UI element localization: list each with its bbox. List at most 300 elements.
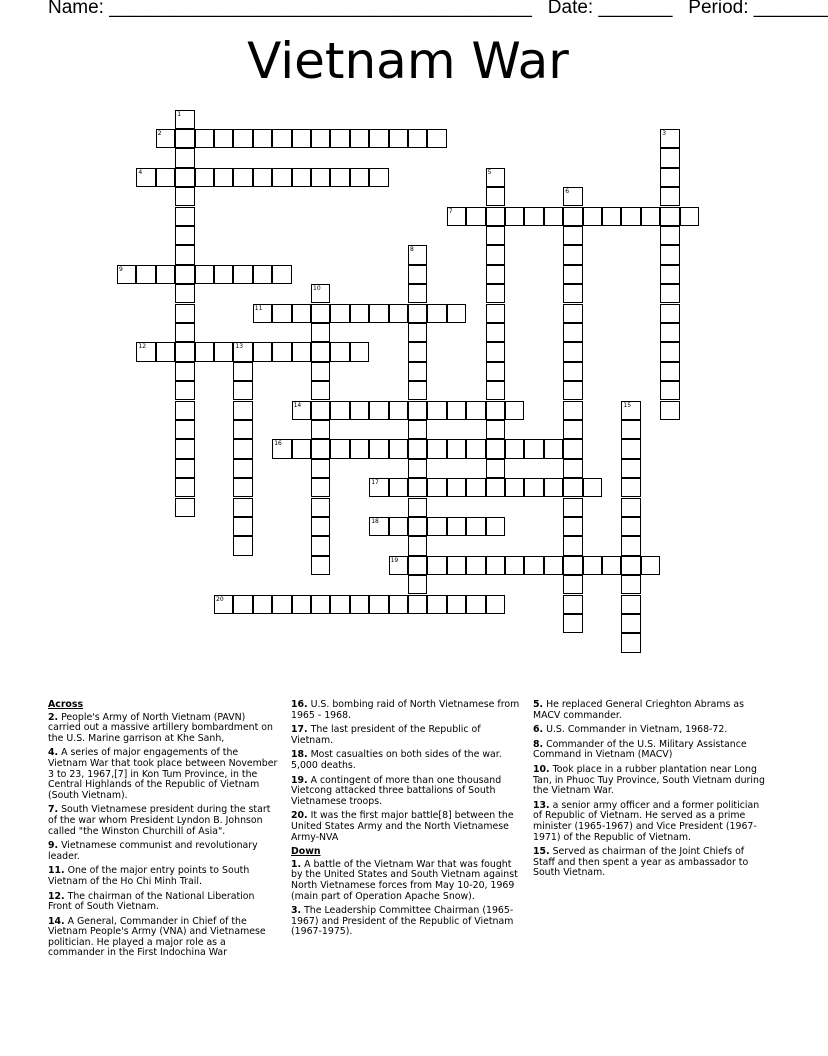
clue-number: 3 (662, 129, 667, 137)
grid-cell[interactable] (447, 304, 466, 323)
grid-cell[interactable] (447, 595, 466, 614)
grid-cell[interactable] (563, 614, 582, 633)
down-clue-list (291, 860, 523, 938)
clue-text: It was the first major battle[8] between the United States Army and the North Vietnamese Army-NVA (291, 810, 514, 843)
grid-cell[interactable] (602, 556, 621, 575)
grid-cell[interactable] (175, 110, 194, 129)
down-heading: Down (291, 846, 321, 858)
clue-number: 1 (177, 110, 182, 118)
grid-cell[interactable] (660, 245, 679, 264)
grid-cell[interactable] (350, 168, 369, 187)
grid-cell[interactable] (369, 304, 388, 323)
grid-cell[interactable] (330, 595, 349, 614)
grid-cell[interactable] (292, 168, 311, 187)
grid-cell[interactable] (233, 381, 252, 400)
grid-cell[interactable] (408, 517, 427, 536)
grid-cell[interactable] (311, 362, 330, 381)
grid-cell[interactable] (660, 265, 679, 284)
grid-cell[interactable] (563, 401, 582, 420)
grid-cell[interactable] (427, 517, 446, 536)
grid-cell[interactable] (175, 459, 194, 478)
grid-cell[interactable] (621, 420, 640, 439)
grid-cell[interactable] (253, 342, 272, 361)
grid-cell[interactable] (253, 265, 272, 284)
grid-cell[interactable] (272, 439, 291, 458)
grid-cell[interactable] (447, 207, 466, 226)
grid-cell[interactable] (233, 536, 252, 555)
grid-cell[interactable] (660, 187, 679, 206)
grid-cell[interactable] (389, 401, 408, 420)
grid-cell[interactable] (563, 575, 582, 594)
grid-cell[interactable] (427, 129, 446, 148)
grid-cell[interactable] (486, 595, 505, 614)
grid-cell[interactable] (233, 129, 252, 148)
clue-number: 20 (216, 595, 224, 603)
grid-cell[interactable] (447, 517, 466, 536)
grid-cell[interactable] (486, 207, 505, 226)
grid-cell[interactable] (660, 362, 679, 381)
period-label: Period: (688, 0, 749, 18)
grid-cell[interactable] (253, 304, 272, 323)
clue-item (533, 725, 765, 736)
grid-cell[interactable] (408, 401, 427, 420)
grid-cell[interactable] (311, 401, 330, 420)
grid-cell[interactable] (621, 401, 640, 420)
grid-cell[interactable] (544, 207, 563, 226)
grid-cell[interactable] (408, 265, 427, 284)
grid-cell[interactable] (660, 304, 679, 323)
grid-cell[interactable] (563, 245, 582, 264)
grid-cell[interactable] (195, 129, 214, 148)
clues-column-3 (533, 700, 765, 883)
grid-cell[interactable] (621, 478, 640, 497)
grid-cell[interactable] (544, 478, 563, 497)
clue-text: A contingent of more than one thousand Vietcong attacked three battalions of South Vietnamese troops. (291, 774, 502, 807)
grid-cell[interactable] (563, 536, 582, 555)
grid-cell[interactable] (563, 498, 582, 517)
grid-cell[interactable] (505, 401, 524, 420)
grid-cell[interactable] (292, 595, 311, 614)
grid-cell[interactable] (214, 595, 233, 614)
grid-cell[interactable] (583, 556, 602, 575)
grid-cell[interactable] (175, 498, 194, 517)
grid-cell[interactable] (175, 226, 194, 245)
grid-cell[interactable] (136, 168, 155, 187)
grid-cell[interactable] (369, 595, 388, 614)
grid-cell[interactable] (311, 129, 330, 148)
grid-cell[interactable] (505, 556, 524, 575)
grid-cell[interactable] (175, 265, 194, 284)
grid-cell[interactable] (311, 556, 330, 575)
grid-cell[interactable] (563, 323, 582, 342)
grid-cell[interactable] (486, 342, 505, 361)
grid-cell[interactable] (233, 517, 252, 536)
grid-cell[interactable] (175, 439, 194, 458)
grid-cell[interactable] (350, 129, 369, 148)
grid-cell[interactable] (466, 478, 485, 497)
clue-item (533, 700, 765, 721)
grid-cell[interactable] (583, 478, 602, 497)
grid-cell[interactable] (330, 129, 349, 148)
grid-cell[interactable] (311, 381, 330, 400)
grid-cell[interactable] (408, 439, 427, 458)
grid-cell[interactable] (563, 226, 582, 245)
grid-cell[interactable] (408, 420, 427, 439)
grid-cell[interactable] (563, 304, 582, 323)
grid-cell[interactable] (466, 207, 485, 226)
grid-cell[interactable] (427, 556, 446, 575)
grid-cell[interactable] (330, 342, 349, 361)
period-blank[interactable]: _______ (753, 0, 828, 18)
grid-cell[interactable] (563, 478, 582, 497)
grid-cell[interactable] (350, 401, 369, 420)
grid-cell[interactable] (447, 478, 466, 497)
clue-item (533, 740, 765, 761)
grid-cell[interactable] (486, 284, 505, 303)
grid-cell[interactable] (660, 129, 679, 148)
grid-cell[interactable] (660, 342, 679, 361)
grid-cell[interactable] (544, 556, 563, 575)
grid-cell[interactable] (563, 381, 582, 400)
grid-cell[interactable] (175, 148, 194, 167)
grid-cell[interactable] (427, 595, 446, 614)
grid-cell[interactable] (233, 498, 252, 517)
grid-cell[interactable] (563, 265, 582, 284)
grid-cell[interactable] (175, 420, 194, 439)
grid-cell[interactable] (175, 129, 194, 148)
grid-cell[interactable] (583, 207, 602, 226)
grid-cell[interactable] (486, 459, 505, 478)
grid-cell[interactable] (292, 439, 311, 458)
clue-text: One of the major entry points to South Vietnam of the Ho Chi Minh Trail. (48, 865, 250, 887)
grid-cell[interactable] (369, 168, 388, 187)
grid-cell[interactable] (408, 556, 427, 575)
grid-cell[interactable] (408, 362, 427, 381)
grid-cell[interactable] (621, 595, 640, 614)
grid-cell[interactable] (486, 226, 505, 245)
grid-cell[interactable] (311, 498, 330, 517)
grid-cell[interactable] (621, 498, 640, 517)
grid-cell[interactable] (175, 245, 194, 264)
clue-number-label: 12. (48, 890, 65, 902)
grid-cell[interactable] (660, 284, 679, 303)
grid-cell[interactable] (486, 420, 505, 439)
grid-cell[interactable] (486, 245, 505, 264)
grid-cell[interactable] (233, 595, 252, 614)
grid-cell[interactable] (660, 323, 679, 342)
grid-cell[interactable] (408, 304, 427, 323)
grid-cell[interactable] (408, 498, 427, 517)
grid-cell[interactable] (447, 439, 466, 458)
grid-cell[interactable] (175, 168, 194, 187)
grid-cell[interactable] (350, 595, 369, 614)
clue-number: 16 (274, 440, 282, 448)
grid-cell[interactable] (563, 342, 582, 361)
grid-cell[interactable] (641, 207, 660, 226)
grid-cell[interactable] (466, 517, 485, 536)
grid-cell[interactable] (175, 381, 194, 400)
grid-cell[interactable] (156, 168, 175, 187)
grid-cell[interactable] (466, 439, 485, 458)
grid-cell[interactable] (117, 265, 136, 284)
grid-cell[interactable] (253, 168, 272, 187)
grid-cell[interactable] (253, 595, 272, 614)
across-clue-list (48, 713, 280, 959)
grid-cell[interactable] (233, 168, 252, 187)
grid-cell[interactable] (563, 595, 582, 614)
grid-cell[interactable] (175, 207, 194, 226)
grid-cell[interactable] (621, 439, 640, 458)
grid-cell[interactable] (563, 284, 582, 303)
grid-cell[interactable] (486, 401, 505, 420)
grid-cell[interactable] (427, 304, 446, 323)
grid-cell[interactable] (408, 595, 427, 614)
grid-cell[interactable] (602, 207, 621, 226)
grid-cell[interactable] (175, 478, 194, 497)
grid-cell[interactable] (408, 284, 427, 303)
grid-cell[interactable] (447, 401, 466, 420)
grid-cell[interactable] (156, 265, 175, 284)
grid-cell[interactable] (524, 478, 543, 497)
grid-cell[interactable] (311, 478, 330, 497)
clues-column-1 (48, 700, 280, 963)
clue-number-label: 5. (533, 699, 544, 710)
grid-cell[interactable] (292, 129, 311, 148)
grid-cell[interactable] (408, 536, 427, 555)
grid-cell[interactable] (311, 168, 330, 187)
grid-cell[interactable] (486, 187, 505, 206)
grid-cell[interactable] (233, 420, 252, 439)
grid-cell[interactable] (311, 420, 330, 439)
grid-cell[interactable] (233, 459, 252, 478)
grid-cell[interactable] (195, 342, 214, 361)
grid-cell[interactable] (311, 517, 330, 536)
grid-cell[interactable] (641, 556, 660, 575)
grid-cell[interactable] (621, 556, 640, 575)
grid-cell[interactable] (408, 245, 427, 264)
grid-cell[interactable] (563, 362, 582, 381)
clue-text: The Leadership Committee Chairman (1965-1967) and President of the Republic of Vietnam (1967-1975). (291, 905, 514, 938)
clue-text: A series of major engagements of the Vietnam War that took place between November 3 to 23, 1967,[7] in Kon Tum Province, in the Central Highlands of the Republic of Vietnam (South Vietnam). (48, 747, 278, 801)
clue-number-label: 19. (291, 774, 308, 786)
grid-cell[interactable] (486, 304, 505, 323)
clue-number-label: 17. (291, 724, 308, 736)
grid-cell[interactable] (563, 459, 582, 478)
clue-item (533, 801, 765, 843)
grid-cell[interactable] (621, 575, 640, 594)
grid-cell[interactable] (505, 207, 524, 226)
grid-cell[interactable] (330, 168, 349, 187)
date-blank[interactable]: _______ (598, 0, 673, 18)
grid-cell[interactable] (544, 439, 563, 458)
grid-cell[interactable] (427, 401, 446, 420)
grid-cell[interactable] (563, 517, 582, 536)
grid-cell[interactable] (214, 342, 233, 361)
clue-text: U.S. bombing raid of North Vietnamese from 1965 - 1968. (291, 699, 520, 721)
clue-item (48, 748, 280, 801)
grid-cell[interactable] (486, 478, 505, 497)
grid-cell[interactable] (311, 459, 330, 478)
grid-cell[interactable] (563, 439, 582, 458)
clue-item (48, 866, 280, 887)
grid-cell[interactable] (408, 478, 427, 497)
grid-cell[interactable] (505, 478, 524, 497)
grid-cell[interactable] (621, 207, 640, 226)
grid-cell[interactable] (621, 459, 640, 478)
grid-cell[interactable] (330, 401, 349, 420)
grid-cell[interactable] (389, 556, 408, 575)
grid-cell[interactable] (389, 304, 408, 323)
grid-cell[interactable] (408, 459, 427, 478)
grid-cell[interactable] (272, 129, 291, 148)
grid-cell[interactable] (621, 614, 640, 633)
grid-cell[interactable] (311, 304, 330, 323)
grid-cell[interactable] (427, 439, 446, 458)
grid-cell[interactable] (524, 439, 543, 458)
grid-cell[interactable] (369, 517, 388, 536)
grid-cell[interactable] (272, 265, 291, 284)
grid-cell[interactable] (660, 381, 679, 400)
grid-cell[interactable] (175, 342, 194, 361)
grid-cell[interactable] (350, 304, 369, 323)
grid-cell[interactable] (389, 129, 408, 148)
grid-cell[interactable] (680, 207, 699, 226)
grid-cell[interactable] (408, 575, 427, 594)
grid-cell[interactable] (408, 129, 427, 148)
grid-cell[interactable] (311, 284, 330, 303)
grid-cell[interactable] (466, 556, 485, 575)
grid-cell[interactable] (660, 226, 679, 245)
grid-cell[interactable] (660, 401, 679, 420)
grid-cell[interactable] (524, 556, 543, 575)
grid-cell[interactable] (233, 478, 252, 497)
grid-cell[interactable] (214, 129, 233, 148)
grid-cell[interactable] (214, 168, 233, 187)
grid-cell[interactable] (156, 129, 175, 148)
grid-cell[interactable] (311, 595, 330, 614)
grid-cell[interactable] (350, 439, 369, 458)
name-blank[interactable]: ________________________________________ (109, 0, 532, 18)
grid-cell[interactable] (272, 595, 291, 614)
grid-cell[interactable] (369, 439, 388, 458)
grid-cell[interactable] (175, 187, 194, 206)
grid-cell[interactable] (369, 401, 388, 420)
grid-cell[interactable] (311, 536, 330, 555)
grid-cell[interactable] (156, 342, 175, 361)
grid-cell[interactable] (486, 556, 505, 575)
grid-cell[interactable] (330, 439, 349, 458)
grid-cell[interactable] (408, 381, 427, 400)
clue-number-label: 18. (291, 749, 308, 761)
grid-cell[interactable] (272, 304, 291, 323)
grid-cell[interactable] (563, 187, 582, 206)
grid-cell[interactable] (233, 265, 252, 284)
grid-cell[interactable] (486, 381, 505, 400)
grid-cell[interactable] (427, 478, 446, 497)
grid-cell[interactable] (233, 362, 252, 381)
grid-cell[interactable] (486, 323, 505, 342)
grid-cell[interactable] (175, 401, 194, 420)
grid-cell[interactable] (272, 342, 291, 361)
grid-cell[interactable] (311, 439, 330, 458)
grid-cell[interactable] (311, 342, 330, 361)
grid-cell[interactable] (563, 207, 582, 226)
grid-cell[interactable] (292, 401, 311, 420)
grid-cell[interactable] (389, 439, 408, 458)
grid-cell[interactable] (563, 420, 582, 439)
clue-number-label: 10. (533, 763, 550, 775)
grid-cell[interactable] (292, 342, 311, 361)
name-label: Name: (48, 0, 104, 18)
grid-cell[interactable] (330, 304, 349, 323)
grid-cell[interactable] (272, 168, 291, 187)
clue-item (291, 906, 523, 938)
grid-cell[interactable] (389, 595, 408, 614)
grid-cell[interactable] (408, 342, 427, 361)
grid-cell[interactable] (660, 168, 679, 187)
grid-cell[interactable] (389, 517, 408, 536)
grid-cell[interactable] (486, 265, 505, 284)
clue-item (48, 892, 280, 913)
grid-cell[interactable] (660, 148, 679, 167)
grid-cell[interactable] (486, 168, 505, 187)
clue-number-label: 20. (291, 810, 308, 822)
grid-cell[interactable] (486, 362, 505, 381)
grid-cell[interactable] (621, 536, 640, 555)
grid-cell[interactable] (253, 129, 272, 148)
grid-cell[interactable] (292, 304, 311, 323)
grid-cell[interactable] (175, 362, 194, 381)
grid-cell[interactable] (389, 478, 408, 497)
clue-item (291, 700, 523, 721)
clue-item (291, 725, 523, 746)
clue-item (533, 847, 765, 879)
grid-cell[interactable] (195, 168, 214, 187)
grid-cell[interactable] (136, 265, 155, 284)
grid-cell[interactable] (505, 439, 524, 458)
grid-cell[interactable] (621, 633, 640, 652)
clue-number-label: 2. (48, 711, 59, 723)
grid-cell[interactable] (175, 304, 194, 323)
grid-cell[interactable] (195, 265, 214, 284)
grid-cell[interactable] (214, 265, 233, 284)
grid-cell[interactable] (311, 323, 330, 342)
grid-cell[interactable] (466, 401, 485, 420)
grid-cell[interactable] (466, 595, 485, 614)
grid-cell[interactable] (486, 517, 505, 536)
grid-cell[interactable] (447, 556, 466, 575)
grid-cell[interactable] (563, 556, 582, 575)
grid-cell[interactable] (369, 478, 388, 497)
grid-cell[interactable] (233, 439, 252, 458)
grid-cell[interactable] (621, 517, 640, 536)
clue-number: 6 (565, 188, 570, 196)
grid-cell[interactable] (350, 342, 369, 361)
clue-number: 14 (293, 401, 302, 409)
clue-number-label: 9. (48, 840, 59, 852)
grid-cell[interactable] (233, 401, 252, 420)
grid-cell[interactable] (660, 207, 679, 226)
grid-cell[interactable] (369, 129, 388, 148)
grid-cell[interactable] (136, 342, 155, 361)
grid-cell[interactable] (524, 207, 543, 226)
clue-item (48, 917, 280, 959)
grid-cell[interactable] (233, 342, 252, 361)
grid-cell[interactable] (486, 439, 505, 458)
grid-cell[interactable] (175, 284, 194, 303)
grid-cell[interactable] (175, 323, 194, 342)
grid-cell[interactable] (408, 323, 427, 342)
